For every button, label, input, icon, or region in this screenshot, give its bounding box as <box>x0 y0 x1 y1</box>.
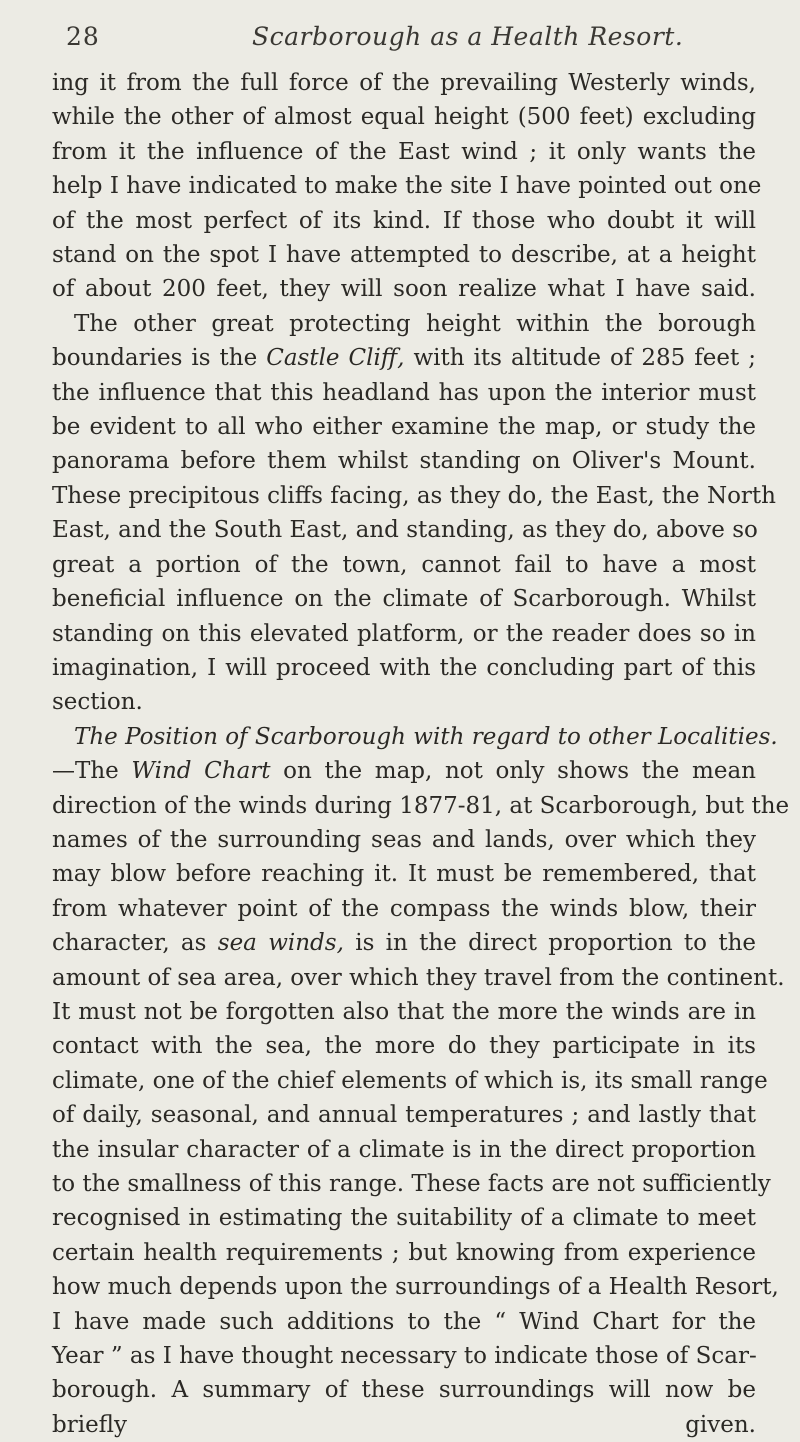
paragraph-2 <box>52 307 776 720</box>
text-line: beneficial influence on the climate of Scarborough. Whilst <box>52 586 756 613</box>
text-line: amount of sea area, over which they travel from the continent. <box>52 964 785 991</box>
text-line: briefly given. <box>52 1411 756 1438</box>
body-text <box>52 66 790 1442</box>
text-line: recognised in estimating the suitability of a climate to meet <box>52 1205 756 1232</box>
text-line: names of the surrounding seas and lands, over which they <box>52 826 756 853</box>
sea-winds-term: sea winds, <box>217 930 344 957</box>
text-line: Year ” as I have thought necessary to indicate those of Scar- <box>52 1343 757 1370</box>
text-line: These precipitous cliffs facing, as they do, the East, the North <box>52 482 776 509</box>
text-line: from whatever point of the compass the winds blow, their <box>52 895 756 922</box>
text-line: may blow before reaching it. It must be remembered, that <box>52 861 756 888</box>
text-line <box>52 754 756 788</box>
running-title: Scarborough as a Health Resort. <box>252 22 684 51</box>
text-line: certain health requirements ; but knowing from experience <box>52 1239 756 1266</box>
text-line: be evident to all who either examine the map, or study the <box>52 414 756 441</box>
text-line: I have made such additions to the “ Wind Chart for the <box>52 1308 756 1335</box>
paragraph-1 <box>52 66 762 307</box>
text-fragment: is in the direct proportion to the <box>343 930 757 957</box>
text-line: stand on the spot I have attempted to describe, at a height <box>52 242 756 269</box>
text-line: the influence that this headland has upon the interior must <box>52 379 756 406</box>
text-fragment: —The <box>52 758 132 785</box>
text-line: direction of the winds during 1877-81, at Scarborough, but the <box>52 792 790 819</box>
text-line: imagination, I will proceed with the concluding part of this <box>52 654 756 681</box>
section-heading-text: The Position of Scarborough with regard to other Localities. <box>74 723 778 750</box>
text-line: panorama before them whilst standing on Oliver's Mount. <box>52 448 756 475</box>
running-head <box>52 22 756 62</box>
text-line: climate, one of the chief elements of which is, its small range <box>52 1067 768 1094</box>
wind-chart-term: Wind Chart <box>131 758 271 785</box>
text-line: East, and the South East, and standing, as they do, above so <box>52 517 758 544</box>
text-line: of daily, seasonal, and annual temperatures ; and lastly that <box>52 1102 756 1129</box>
text-line: The other great protecting height within the borough <box>74 310 756 337</box>
text-line: section. <box>52 689 143 716</box>
page-number: 28 <box>66 22 100 51</box>
text-line: borough. A summary of these surroundings will now be <box>52 1377 756 1404</box>
text-line: from it the influence of the East wind ; it only wants the <box>52 138 756 165</box>
text-line: great a portion of the town, cannot fail to have a most <box>52 551 756 578</box>
text-fragment: on the map, not only shows the mean <box>270 758 756 785</box>
text-line: of about 200 feet, they will soon realize what I have said. <box>52 276 756 303</box>
text-line: standing on this elevated platform, or the reader does so in <box>52 620 756 647</box>
castle-cliff-term: Castle Cliff, <box>266 345 405 372</box>
text-line: It must not be forgotten also that the more the winds are in <box>52 998 756 1025</box>
text-line: help I have indicated to make the site I have pointed out one <box>52 173 762 200</box>
text-line <box>52 341 756 375</box>
text-line: ing it from the full force of the prevailing Westerly winds, <box>52 70 756 96</box>
text-fragment: character, as <box>52 930 218 957</box>
text-line: to the smallness of this range. These facts are not sufficiently <box>52 1171 771 1197</box>
section-heading <box>52 720 778 754</box>
text-line: of the most perfect of its kind. If those who doubt it will <box>52 207 756 234</box>
text-line: contact with the sea, the more do they participate in its <box>52 1033 756 1060</box>
paragraph-3 <box>52 720 790 1442</box>
text-fragment: with its altitude of 285 feet ; <box>404 345 756 372</box>
text-fragment: boundaries is the <box>52 345 267 372</box>
text-line <box>52 926 756 960</box>
text-line: how much depends upon the surroundings of a Health Resort, <box>52 1274 779 1301</box>
text-line: the insular character of a climate is in the direct proportion <box>52 1136 756 1163</box>
text-line: while the other of almost equal height (500 feet) excluding <box>52 104 756 131</box>
